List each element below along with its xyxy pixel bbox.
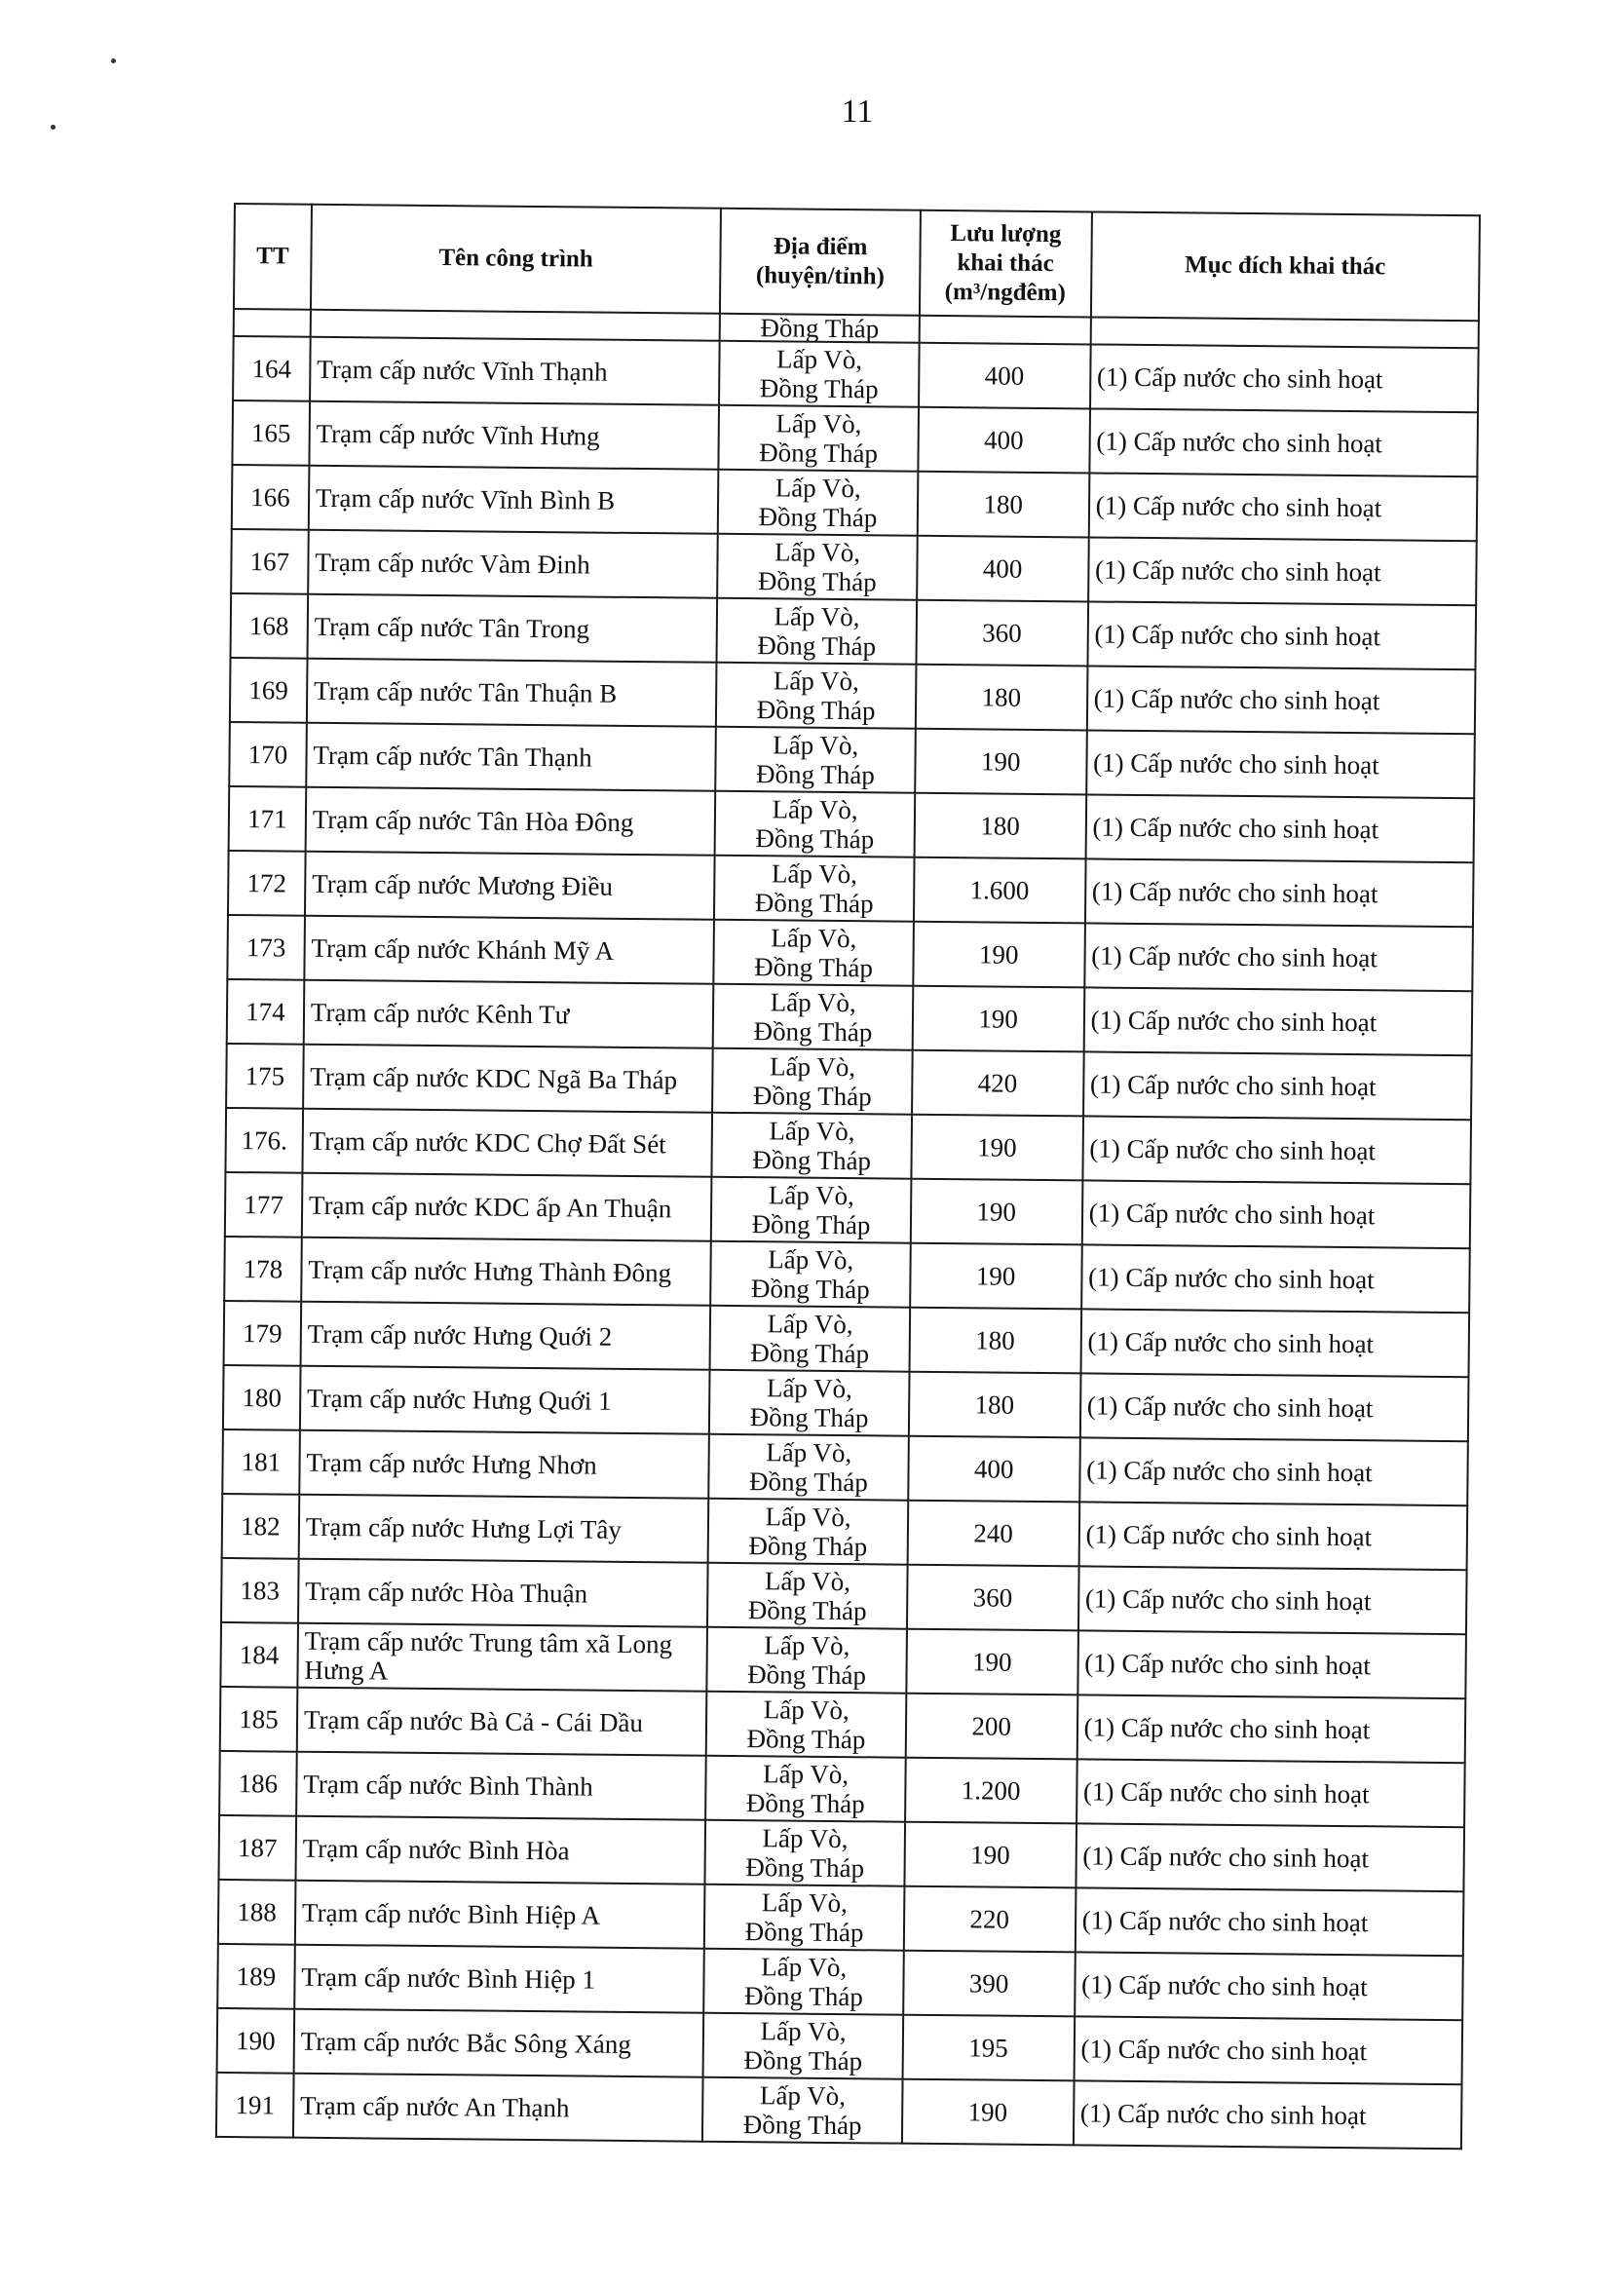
cell-purpose: (1) Cấp nước cho sinh hoạt (1088, 537, 1477, 605)
cell-purpose: (1) Cấp nước cho sinh hoạt (1080, 1309, 1469, 1377)
table-row (218, 1880, 1464, 1956)
cell-purpose: (1) Cấp nước cho sinh hoạt (1086, 666, 1475, 734)
location-line: Đồng Tháp (759, 438, 879, 469)
table-row (216, 2073, 1462, 2149)
cell-location (706, 1692, 906, 1758)
table-row (233, 336, 1479, 412)
cell-location (717, 598, 917, 665)
table-row (232, 465, 1478, 541)
location-line: Lấp Vò, (762, 1759, 850, 1790)
cell-flow: 220 (904, 1886, 1076, 1953)
cell-location (703, 2013, 903, 2079)
cell-flow: 400 (919, 343, 1091, 409)
cell-tt: 184 (220, 1622, 297, 1688)
table-row (220, 1622, 1466, 1698)
cell-name: Trạm cấp nước Khánh Mỹ A (304, 916, 714, 984)
cell-tt: 172 (228, 851, 305, 916)
cell-location (718, 470, 918, 536)
table-row (217, 2008, 1463, 2084)
location-line: Đồng Tháp (748, 1466, 869, 1498)
table-header-row (234, 204, 1480, 321)
location-line: Lấp Vò, (765, 1502, 851, 1533)
table-row (231, 529, 1477, 605)
cell-purpose: (1) Cấp nước cho sinh hoạt (1074, 2080, 1462, 2149)
cell-tt: 165 (232, 400, 309, 466)
cell-name (311, 310, 721, 341)
cell-name: Trạm cấp nước Vĩnh Hưng (309, 401, 719, 470)
location-line: Đồng Tháp (743, 1981, 863, 2012)
location-line: Lấp Vò, (759, 2080, 847, 2112)
cell-name: Trạm cấp nước Tân Thạnh (306, 723, 716, 791)
cell-name: Trạm cấp nước KDC Ngã Ba Tháp (303, 1045, 713, 1113)
cell-purpose: (1) Cấp nước cho sinh hoạt (1075, 1887, 1463, 1956)
location-line: Đồng Tháp (752, 1081, 872, 1112)
cell-purpose (1090, 317, 1479, 348)
cell-name: Trạm cấp nước Vĩnh Thạnh (310, 337, 720, 405)
cell-purpose: (1) Cấp nước cho sinh hoạt (1076, 1823, 1464, 1891)
table-row (226, 1044, 1472, 1120)
table-row (232, 400, 1478, 476)
cell-flow: 190 (904, 1822, 1076, 1888)
cell-flow: 420 (912, 1050, 1084, 1117)
cell-purpose: (1) Cấp nước cho sinh hoạt (1082, 1116, 1471, 1184)
cell-flow: 360 (916, 600, 1088, 666)
cell-name: Trạm cấp nước Tân Thuận B (307, 659, 717, 727)
cell-purpose: (1) Cấp nước cho sinh hoạt (1074, 2016, 1462, 2084)
cell-name: Trạm cấp nước Kênh Tư (304, 980, 714, 1048)
cell-name: Trạm cấp nước Hòa Thuận (298, 1559, 708, 1627)
cell-name: Trạm cấp nước Tân Hòa Đông (305, 787, 715, 856)
location-line: Đồng Tháp (757, 566, 877, 597)
location-line: Đồng Tháp (747, 1659, 867, 1691)
cell-flow: 190 (910, 1243, 1082, 1310)
location-line: Đồng Tháp (748, 1531, 868, 1562)
location-line: Đồng Tháp (750, 1338, 870, 1369)
cell-flow: 195 (902, 2015, 1075, 2081)
location-line: Lấp Vò, (775, 344, 863, 375)
cell-location (711, 1241, 911, 1308)
header-location: Địa điểm (huyện/tỉnh) (720, 209, 920, 316)
location-line: Đồng Tháp (757, 630, 877, 662)
location-line: Lấp Vò, (770, 987, 856, 1018)
cell-location (709, 1434, 909, 1501)
cell-tt: 187 (218, 1815, 295, 1881)
cell-name: Trạm cấp nước KDC Chợ Đất Sét (302, 1109, 712, 1177)
table-row (230, 658, 1476, 734)
cell-purpose: (1) Cấp nước cho sinh hoạt (1077, 1630, 1466, 1698)
cell-purpose: (1) Cấp nước cho sinh hoạt (1081, 1244, 1470, 1313)
cell-tt: 182 (222, 1494, 299, 1559)
location-line: Đồng Tháp (759, 373, 879, 404)
location-line: Đồng Tháp (744, 1917, 864, 1948)
location-line: Đồng Tháp (755, 759, 875, 790)
cell-location (708, 1499, 908, 1565)
cell-location (704, 1949, 904, 2015)
location-line: Đồng Tháp (754, 952, 874, 983)
cell-flow: 190 (902, 2079, 1075, 2146)
page-number: 11 (841, 94, 874, 130)
cell-location (716, 727, 916, 793)
location-line: Lấp Vò, (773, 730, 859, 761)
table-row (227, 915, 1473, 991)
cell-purpose: (1) Cấp nước cho sinh hoạt (1078, 1566, 1467, 1634)
location-line: Lấp Vò, (763, 1695, 850, 1726)
location-line: Lấp Vò, (774, 537, 861, 568)
cell-purpose: (1) Cấp nước cho sinh hoạt (1075, 1952, 1463, 2020)
header-flow (920, 210, 1092, 318)
location-line: Lấp Vò, (774, 601, 860, 632)
table-row (221, 1558, 1467, 1634)
cell-name: Trạm cấp nước Bình Hòa (295, 1816, 705, 1885)
cell-tt: 186 (219, 1751, 296, 1816)
location-line: Đồng Tháp (747, 1595, 867, 1626)
cell-tt: 171 (229, 786, 306, 852)
scan-speck (111, 58, 116, 63)
location-line: Lấp Vò, (773, 666, 860, 697)
table-row (223, 1365, 1469, 1441)
header-flow-line: Lưu lượng (950, 220, 1062, 248)
location-line: Lấp Vò, (764, 1630, 850, 1661)
cell-purpose: (1) Cấp nước cho sinh hoạt (1078, 1502, 1467, 1570)
location-line: Lấp Vò, (769, 1051, 856, 1083)
location-line: Lấp Vò, (762, 1823, 849, 1854)
location-line: Lấp Vò, (769, 1116, 855, 1147)
table-row (224, 1301, 1470, 1377)
cell-name: Trạm cấp nước Hưng Thành Đông (301, 1238, 711, 1306)
cell-location (713, 1048, 913, 1115)
cell-tt: 177 (225, 1172, 302, 1238)
table-row (229, 786, 1475, 862)
cell-flow: 180 (909, 1308, 1081, 1374)
cell-tt: 188 (218, 1880, 295, 1945)
cell-flow: 360 (907, 1565, 1079, 1631)
table-row (224, 1237, 1470, 1313)
cell-tt: 190 (217, 2008, 294, 2074)
cell-tt: 183 (221, 1558, 298, 1623)
table-row (220, 1687, 1466, 1763)
table-row (231, 593, 1477, 669)
location-line: Lấp Vò, (767, 1309, 853, 1340)
location-line: Đồng Tháp (758, 502, 878, 533)
table-row (228, 851, 1474, 927)
location-line: Đồng Tháp (746, 1724, 866, 1755)
cell-purpose: (1) Cấp nước cho sinh hoạt (1083, 1051, 1472, 1120)
cell-location (707, 1563, 907, 1629)
cell-flow: 1.200 (905, 1758, 1077, 1824)
cell-tt: 181 (222, 1429, 299, 1495)
header-flow-line: (m³/ngđêm) (944, 279, 1066, 307)
cell-flow: 190 (915, 729, 1087, 795)
cell-name: Trạm cấp nước Bình Thành (296, 1752, 706, 1820)
cell-flow: 180 (914, 793, 1086, 859)
location-line: Đồng Tháp (750, 1274, 870, 1305)
cell-tt: 167 (231, 529, 308, 594)
cell-tt: 191 (216, 2073, 293, 2138)
location-line: Lấp Vò, (761, 1952, 848, 1983)
cell-tt (234, 309, 311, 337)
cell-tt: 178 (224, 1237, 301, 1302)
cell-name: Trạm cấp nước Bắc Sông Xáng (293, 2009, 703, 2077)
cell-flow: 190 (912, 986, 1084, 1052)
cell-name: Trạm cấp nước Vĩnh Bình B (309, 466, 719, 534)
cell-purpose: (1) Cấp nước cho sinh hoạt (1090, 344, 1479, 412)
cell-name: Trạm cấp nước Vàm Đinh (308, 530, 718, 598)
location-line: Đồng Tháp (745, 1788, 865, 1819)
cell-purpose: (1) Cấp nước cho sinh hoạt (1085, 858, 1474, 927)
cell-flow: 400 (908, 1436, 1080, 1503)
cell-flow: 400 (917, 536, 1089, 602)
location-line: Lấp Vò, (771, 858, 858, 890)
cell-flow: 190 (910, 1179, 1082, 1245)
cell-name: Trạm cấp nước Bà Cả - Cái Dầu (297, 1688, 707, 1756)
header-flow-line: khai thác (957, 249, 1054, 278)
cell-location (709, 1370, 909, 1436)
location-line: Lấp Vò, (772, 794, 858, 825)
cell-purpose: (1) Cấp nước cho sinh hoạt (1086, 730, 1475, 798)
cell-name: Trạm cấp nước Hưng Quới 1 (300, 1366, 710, 1434)
cell-location (710, 1306, 910, 1372)
location-line: Lấp Vò, (775, 408, 862, 439)
table-row (219, 1751, 1465, 1827)
cell-tt: 174 (227, 979, 304, 1045)
location-line: Đồng Tháp (751, 1209, 871, 1240)
location-line: Lấp Vò, (766, 1373, 853, 1404)
cell-flow: 190 (911, 1115, 1083, 1181)
cell-name: Trạm cấp nước Hưng Quới 2 (300, 1302, 710, 1370)
cell-location (711, 1177, 911, 1243)
cell-tt: 180 (223, 1365, 300, 1430)
cell-flow: 1.600 (914, 857, 1086, 924)
cell-location (702, 2077, 902, 2144)
cell-purpose: (1) Cấp nước cho sinh hoạt (1087, 601, 1476, 669)
cell-flow: 390 (903, 1951, 1076, 2017)
cell-purpose: (1) Cấp nước cho sinh hoạt (1085, 794, 1474, 862)
table-row (222, 1429, 1468, 1505)
cell-flow (919, 316, 1090, 345)
cell-tt: 170 (229, 722, 306, 787)
header-name: Tên công trình (311, 205, 722, 314)
cell-tt: 169 (230, 658, 307, 723)
location-line: Đồng Tháp (742, 2110, 862, 2141)
table-row (217, 1944, 1463, 2020)
cell-flow: 240 (907, 1501, 1079, 1567)
location-line: Đồng Tháp (749, 1402, 869, 1433)
table-row (222, 1494, 1468, 1570)
cell-name: Trạm cấp nước Bình Hiệp A (295, 1881, 705, 1949)
cell-location (714, 856, 914, 922)
cell-tt: 173 (227, 915, 304, 980)
cell-tt: 189 (217, 1944, 294, 2009)
cell-name: Trạm cấp nước An Thạnh (293, 2074, 703, 2142)
table-row (225, 1108, 1471, 1184)
location-line: Đồng Tháp (756, 695, 876, 726)
cell-tt: 166 (232, 465, 309, 530)
cell-location (718, 534, 918, 600)
location-line: Lấp Vò, (764, 1566, 851, 1597)
cell-location (719, 405, 919, 472)
cell-purpose: (1) Cấp nước cho sinh hoạt (1088, 473, 1477, 541)
location-line: Đồng Tháp (753, 1016, 873, 1047)
cell-name: Trạm cấp nước Hưng Lợi Tây (299, 1495, 709, 1563)
location-line: Lấp Vò, (766, 1437, 852, 1468)
cell-purpose: (1) Cấp nước cho sinh hoạt (1084, 923, 1473, 991)
cell-flow: 180 (916, 665, 1088, 731)
table-row (227, 979, 1473, 1055)
cell-purpose: (1) Cấp nước cho sinh hoạt (1079, 1437, 1468, 1505)
cell-tt: 164 (233, 336, 310, 401)
cell-tt: 179 (224, 1301, 301, 1366)
cell-purpose: (1) Cấp nước cho sinh hoạt (1083, 987, 1472, 1055)
location-line: Đồng Tháp (755, 823, 875, 855)
cell-name: Trạm cấp nước Trung tâm xã Long Hưng A (297, 1623, 707, 1692)
cell-flow: 180 (917, 472, 1089, 538)
cell-name: Trạm cấp nước Hưng Nhơn (299, 1430, 709, 1499)
cell-flow: 400 (918, 407, 1090, 474)
location-line: Lấp Vò, (760, 2016, 847, 2047)
cell-location (713, 984, 913, 1050)
cell-location (714, 920, 914, 986)
cell-name: Trạm cấp nước Mương Điều (305, 852, 715, 920)
cell-purpose: (1) Cấp nước cho sinh hoạt (1076, 1695, 1465, 1763)
location-line: Đồng Tháp (752, 1145, 872, 1176)
cell-tt: 176. (225, 1108, 302, 1173)
cell-tt: 175 (226, 1044, 303, 1109)
cell-location (706, 1756, 906, 1822)
cell-location (716, 663, 916, 729)
header-tt: TT (234, 204, 312, 310)
cell-location (715, 791, 915, 857)
cell-location (719, 341, 919, 407)
location-line: Lấp Vò, (761, 1887, 848, 1919)
cell-purpose: (1) Cấp nước cho sinh hoạt (1079, 1373, 1468, 1441)
cell-tt: 185 (220, 1687, 297, 1752)
cell-name: Trạm cấp nước Bình Hiệp 1 (294, 1945, 704, 2013)
cell-location (712, 1113, 912, 1179)
location-line: Lấp Vò, (768, 1244, 854, 1276)
cell-location (705, 1820, 905, 1886)
location-line: Lấp Vò, (774, 473, 861, 504)
cell-purpose: (1) Cấp nước cho sinh hoạt (1076, 1759, 1465, 1827)
table-row (225, 1172, 1471, 1248)
header-purpose: Mục đích khai thác (1091, 211, 1480, 321)
cell-name: Trạm cấp nước KDC ấp An Thuận (302, 1173, 712, 1241)
table-row (229, 722, 1475, 798)
cell-flow: 180 (909, 1372, 1081, 1438)
cell-location (704, 1885, 904, 1951)
cell-flow: 200 (905, 1694, 1077, 1760)
cell-purpose: (1) Cấp nước cho sinh hoạt (1081, 1180, 1470, 1248)
cell-tt: 168 (231, 593, 308, 659)
location-line: Đồng Tháp (754, 888, 874, 919)
table-row (218, 1815, 1464, 1891)
location-line: Lấp Vò, (771, 923, 857, 954)
location-line: Đồng Tháp (745, 1852, 865, 1884)
water-station-table (215, 203, 1481, 2150)
cell-location (707, 1627, 907, 1694)
cell-name: Trạm cấp nước Tân Trong (307, 594, 717, 663)
location-line: Lấp Vò, (768, 1180, 854, 1211)
cell-location: Đồng Tháp (720, 314, 919, 343)
cell-flow: 190 (913, 922, 1085, 988)
location-line: Đồng Tháp (743, 2045, 863, 2076)
cell-purpose: (1) Cấp nước cho sinh hoạt (1089, 408, 1478, 476)
cell-flow: 190 (906, 1629, 1078, 1695)
